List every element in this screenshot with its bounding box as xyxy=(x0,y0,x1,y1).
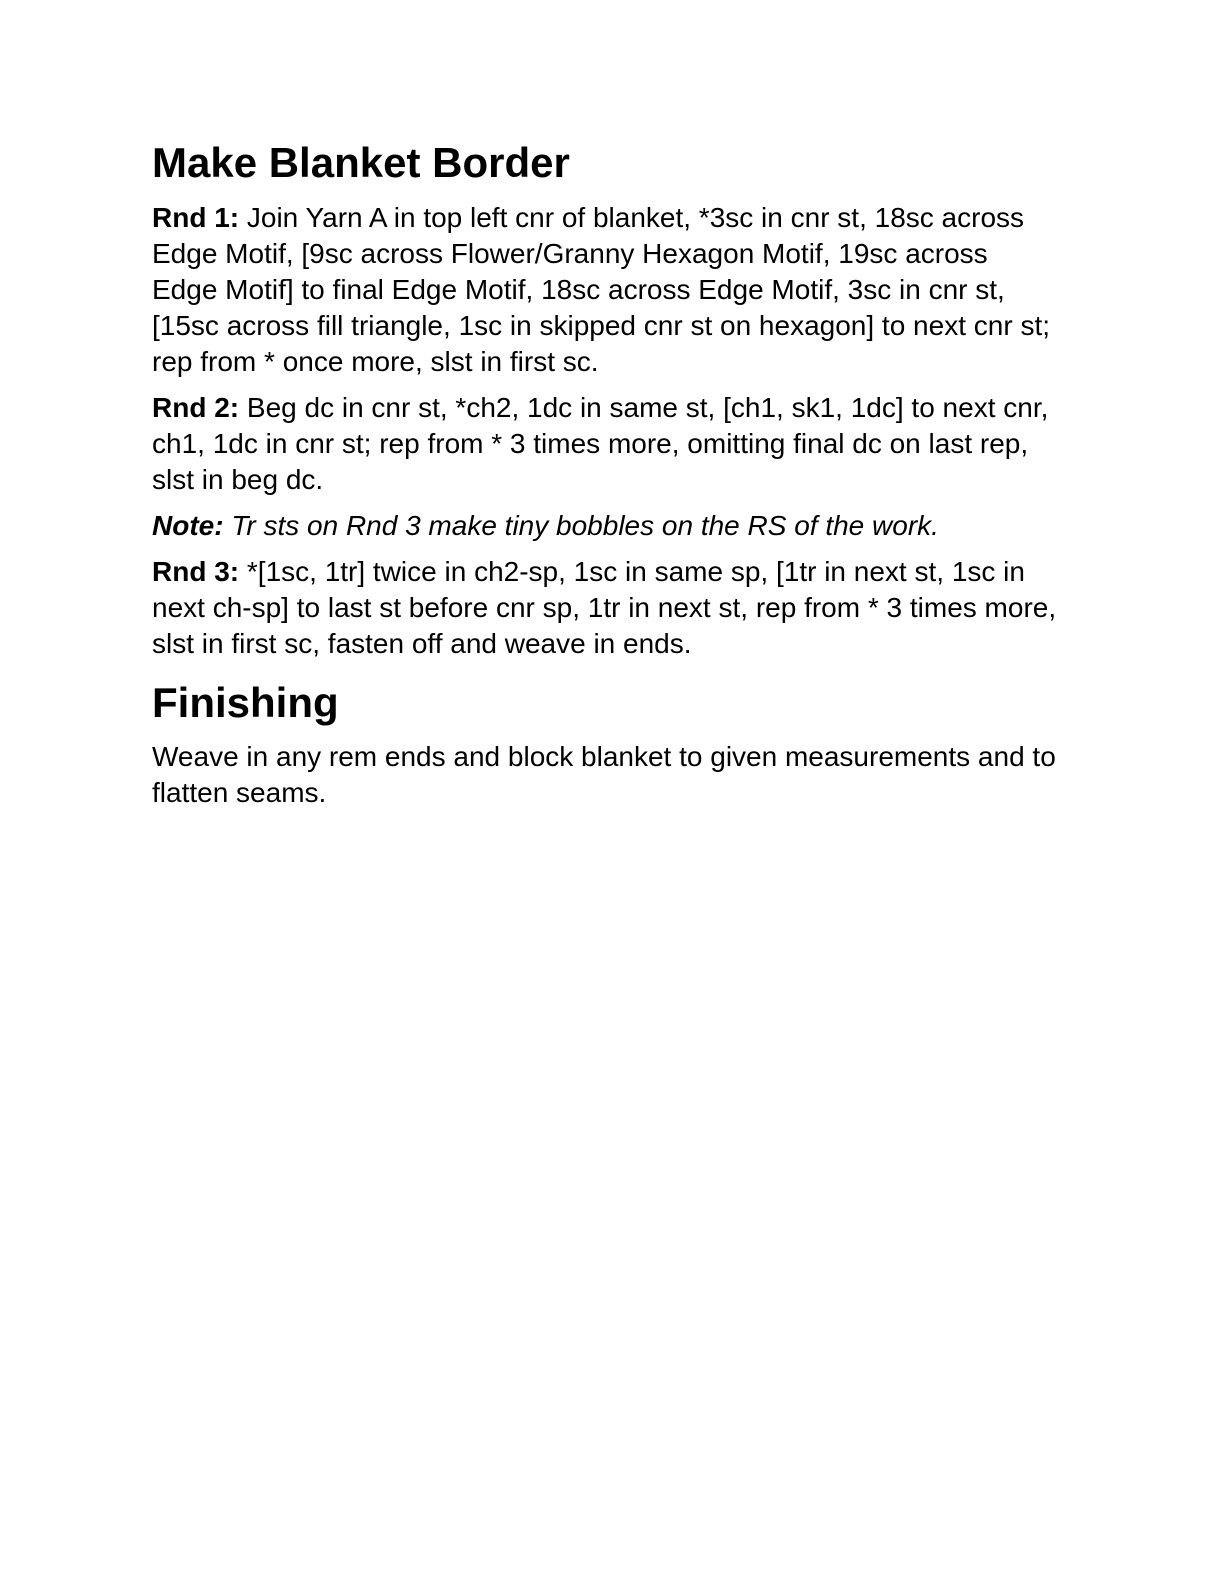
rnd-3-label: Rnd 3: xyxy=(152,556,240,587)
paragraph-note xyxy=(152,508,1058,544)
paragraph-finishing xyxy=(152,739,1058,811)
note-label: Note: xyxy=(152,510,224,541)
heading-finishing: Finishing xyxy=(152,679,339,726)
rnd-2-label: Rnd 2: xyxy=(152,392,240,423)
rnd-3-text: *[1sc, 1tr] twice in ch2-sp, 1sc in same sp, [1tr in next st, 1sc in next ch-sp] to last st before cnr sp, 1tr in next st, rep from * 3 times more, slst in first sc, fasten off and weave in ends. xyxy=(152,556,1057,659)
document-content xyxy=(152,139,1058,821)
rnd-1-label: Rnd 1: xyxy=(152,202,240,233)
heading-make-blanket-border: Make Blanket Border xyxy=(152,139,570,186)
paragraph-rnd-1 xyxy=(152,200,1058,380)
paragraph-rnd-2 xyxy=(152,390,1058,498)
note-text: Tr sts on Rnd 3 make tiny bobbles on the RS of the work. xyxy=(231,510,939,541)
rnd-2-text: Beg dc in cnr st, *ch2, 1dc in same st, [ch1, sk1, 1dc] to next cnr, ch1, 1dc in cnr st; rep from * 3 times more, omitting final dc on last rep, slst in beg dc. xyxy=(152,392,1049,495)
finishing-text: Weave in any rem ends and block blanket to given measurements and to flatten seams. xyxy=(152,741,1056,808)
paragraph-rnd-3 xyxy=(152,554,1058,662)
rnd-1-text: Join Yarn A in top left cnr of blanket, *3sc in cnr st, 18sc across Edge Motif, [9sc across Flower/Granny Hexagon Motif, 19sc across Edge Motif] to final Edge Motif, 18sc across Edge Motif, 3sc in cnr st, [15sc across fill triangle, 1sc in skipped cnr st on hexagon] to next cnr st; rep from * once more, slst in first sc. xyxy=(152,202,1050,377)
